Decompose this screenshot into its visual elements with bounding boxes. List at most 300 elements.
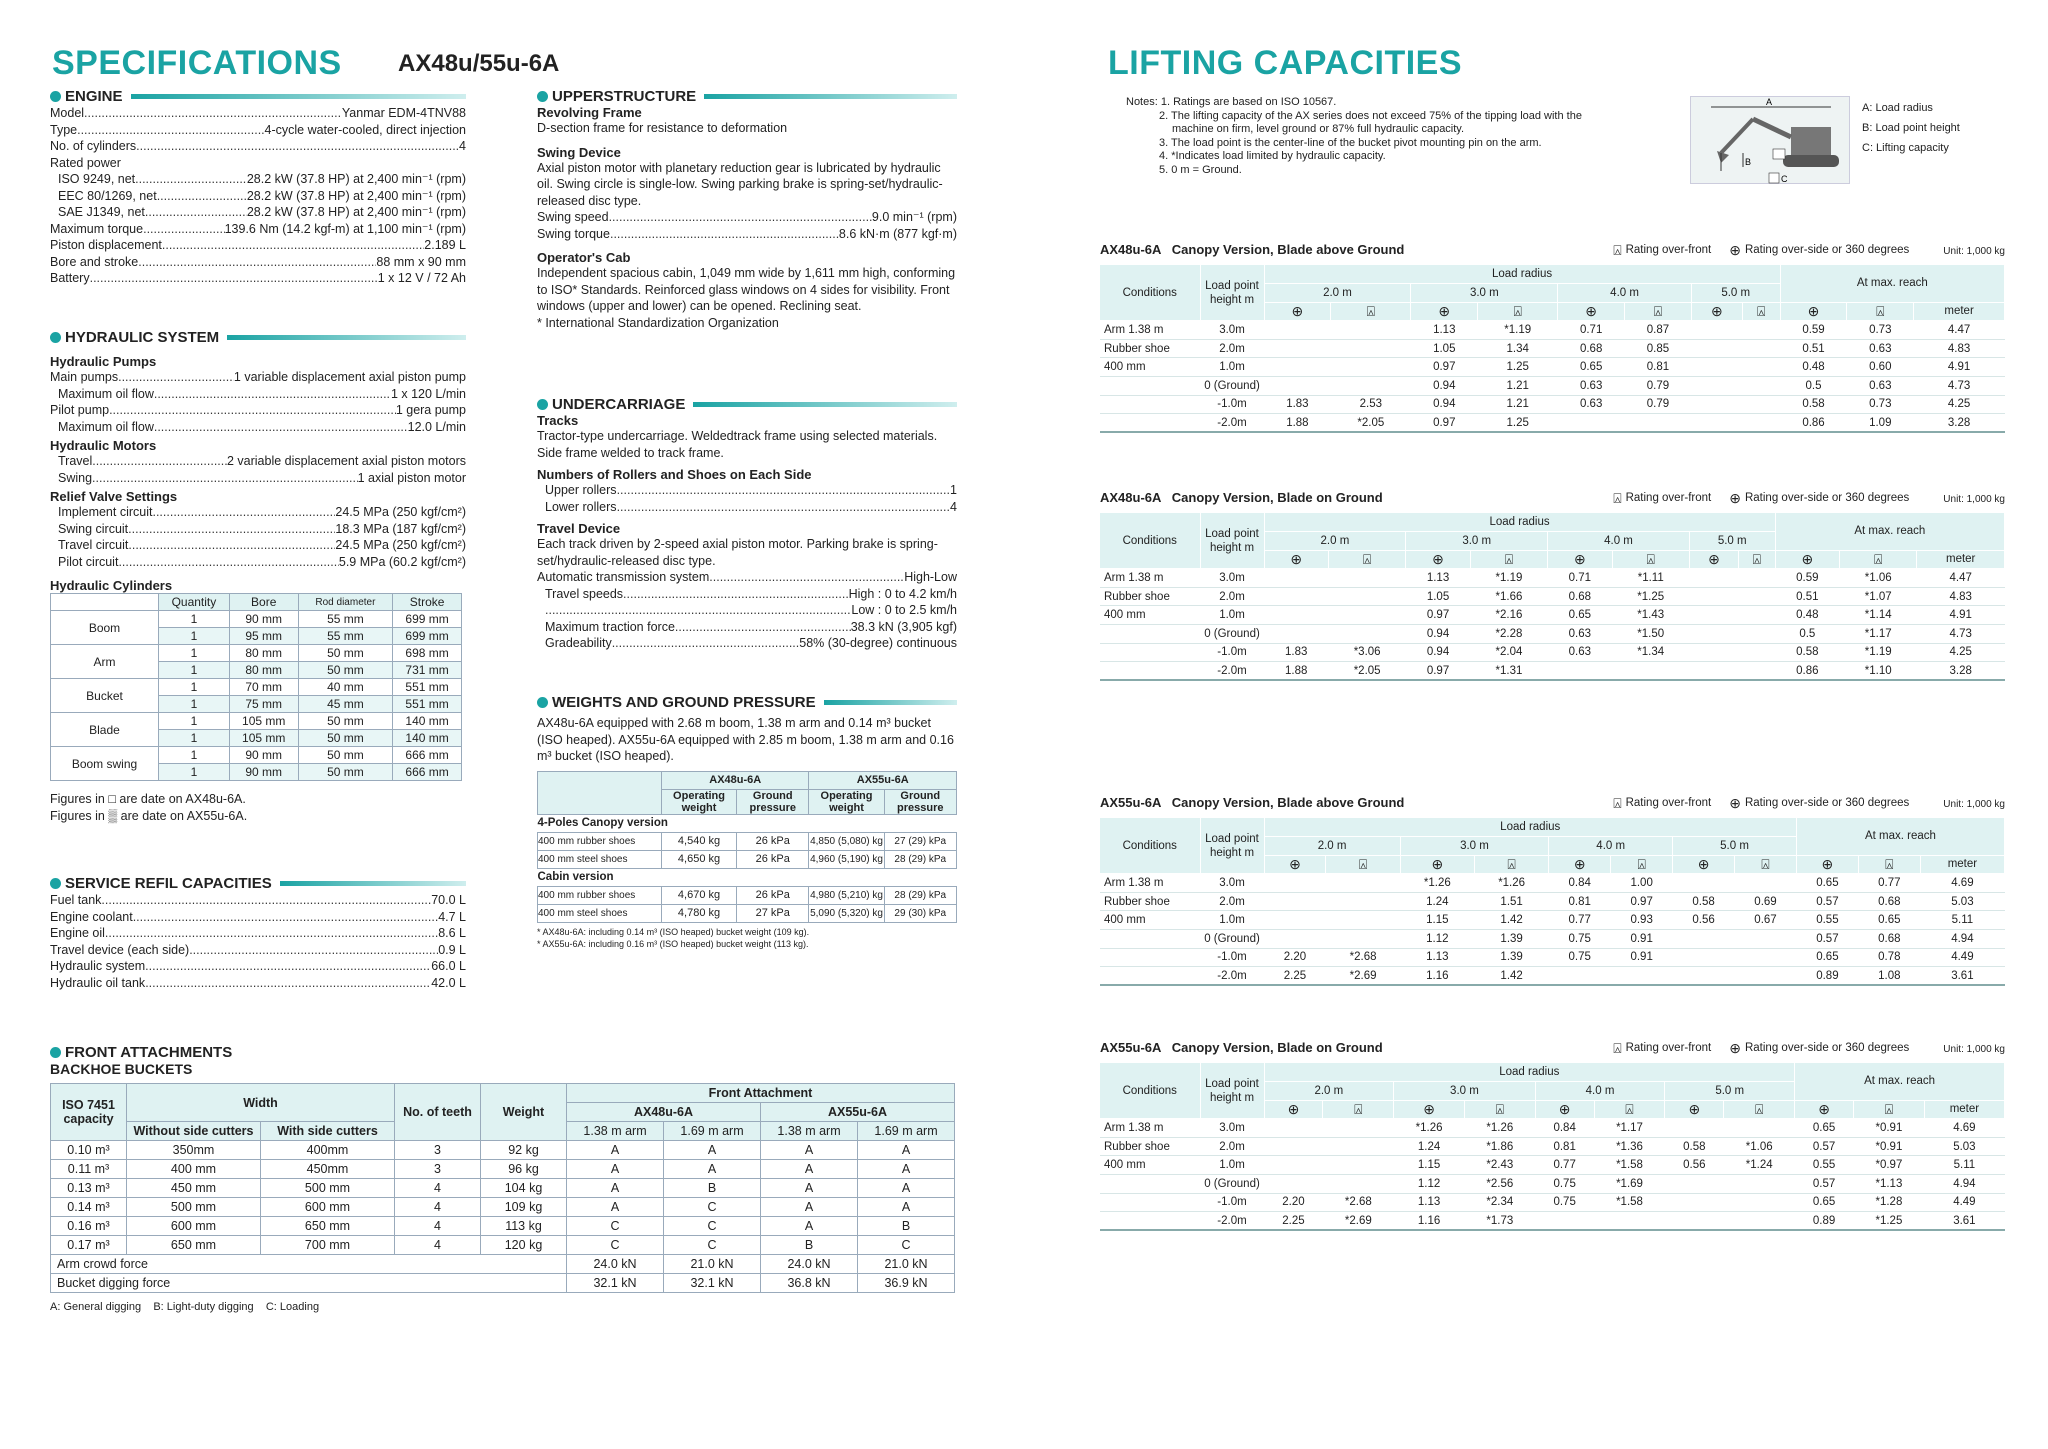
col-conditions: Conditions	[1100, 818, 1200, 874]
rating-over-front-icon: ⍓	[1613, 795, 1622, 811]
rating-over-side-icon: ⊕	[1807, 302, 1820, 319]
spec-value: High-Low	[904, 570, 957, 584]
table-cell: 0.60	[1847, 358, 1914, 377]
cylinder-name: Boom	[51, 611, 159, 645]
table-cell: 90 mm	[229, 764, 298, 781]
spec-value: 58% (30-degree) continuous	[799, 636, 957, 650]
spec-label: Engine coolant	[50, 909, 133, 924]
note-line: machine on firm, level ground or 87% full hydraulic capacity.	[1172, 123, 1465, 135]
spec-row	[50, 270, 466, 287]
col-max-reach: At max. reach	[1796, 818, 2004, 855]
table-row	[538, 832, 957, 850]
rating-over-front-icon: ⍓	[1513, 302, 1522, 319]
table-cell: 4	[395, 1179, 481, 1198]
relief-valve-list	[50, 504, 466, 570]
col-ground-pressure: Ground pressure	[884, 789, 956, 814]
spec-value: 28.2 kW (37.8 HP) at 2,400 min⁻¹ (rpm)	[246, 188, 466, 203]
spec-label: Travel device (each side)	[50, 942, 190, 957]
table-cell: *1.58	[1594, 1156, 1665, 1175]
table-cell: 3.61	[1920, 967, 2004, 986]
table-cell	[1264, 321, 1331, 340]
rating-over-front-icon: ⍓	[1884, 1100, 1894, 1117]
cylinder-name: Boom swing	[51, 747, 159, 781]
col-radius: 3.0 m	[1411, 284, 1558, 303]
table-cell: *1.24	[1724, 1156, 1795, 1175]
table-cell: 1.21	[1478, 395, 1558, 414]
spec-label: Hydraulic oil tank	[50, 975, 146, 990]
spec-value: 70.0 L	[431, 893, 466, 907]
table-cell	[1739, 587, 1775, 606]
operators-cab-text: Independent spacious cabin, 1,049 mm wide by 1,611 mm high, conforming to ISO* Standards. Reinforced glass windows on 4 sides for visibility. Front windows (upper and lower) can be opened. Reclining seat.	[537, 266, 956, 313]
table-cell: 0.58	[1775, 643, 1839, 662]
table-row	[51, 747, 462, 764]
spec-value: 28.2 kW (37.8 HP) at 2,400 min⁻¹ (rpm)	[246, 205, 466, 219]
table-cell: 0.84	[1549, 874, 1611, 893]
table-row	[51, 1141, 955, 1160]
table-cell: 50 mm	[298, 730, 393, 747]
table-cell: 4,670 kg	[662, 886, 737, 904]
undercarriage-section	[537, 396, 957, 652]
swing-device-text: Axial piston motor with planetary reduction gear is lubricated by hydraulic oil. Swing circle is single-low. Swing parking brake is spring-set/hydraulic-released disc type.	[537, 160, 943, 208]
hydraulic-section	[50, 329, 466, 824]
weights-heading: WEIGHTS AND GROUND PRESSURE	[537, 694, 957, 711]
table-cell	[1739, 643, 1775, 662]
table-cell: 21.0 kN	[858, 1255, 955, 1274]
note-ax48: Figures in □ are date on AX48u-6A.	[50, 792, 246, 806]
table-cell: 0.77	[1549, 911, 1611, 930]
col-radius: 5.0 m	[1673, 837, 1797, 856]
table-cell	[1264, 606, 1328, 625]
table-cell: 1.16	[1394, 1212, 1465, 1231]
table-cell: -1.0m	[1200, 1193, 1264, 1212]
table-cell: 4.49	[1920, 948, 2004, 967]
spec-row	[50, 221, 466, 238]
table-cell: A	[567, 1179, 664, 1198]
table-cell: 400mm	[261, 1141, 395, 1160]
table-row	[538, 886, 957, 904]
legend-side	[1729, 243, 1909, 257]
table-cell	[1331, 358, 1411, 377]
table-row	[51, 1274, 955, 1293]
table-cell: 1.13	[1406, 569, 1470, 588]
table-cell: *1.17	[1840, 625, 1917, 644]
table-cell: 400 mm rubber shoes	[538, 832, 662, 850]
spec-label: Implement circuit	[58, 505, 153, 519]
spec-value: 9.0 min⁻¹ (rpm)	[871, 210, 957, 224]
legend-front	[1613, 1041, 1711, 1055]
note-line: 5. 0 m = Ground.	[1159, 163, 1242, 176]
table-cell	[1724, 1212, 1795, 1231]
lifting-capacity-table	[1100, 513, 2005, 681]
table-cell: A	[761, 1141, 858, 1160]
rating-over-front-icon: ⍓	[1653, 302, 1663, 319]
spec-label: Gradeability	[545, 636, 612, 650]
table-row	[1100, 625, 2005, 644]
table-cell: -1.0m	[1200, 948, 1264, 967]
table-cell: *1.07	[1840, 587, 1917, 606]
table-cell: 0.73	[1847, 321, 1914, 340]
table-cell: -1.0m	[1200, 643, 1264, 662]
table-cell: C	[664, 1198, 761, 1217]
spec-label: Maximum traction force	[545, 619, 675, 634]
table-cell	[1742, 321, 1780, 340]
rating-over-side-icon: ⊕	[1697, 855, 1710, 872]
table-cell: 666 mm	[393, 747, 462, 764]
table-cell: 36.8 kN	[761, 1274, 858, 1293]
spec-row	[50, 419, 466, 436]
table-cell: 2.0m	[1200, 1137, 1264, 1156]
table-cell: 551 mm	[393, 679, 462, 696]
lifting-table-block	[1100, 1040, 2005, 1231]
legend-front	[1613, 796, 1711, 810]
table-row	[1100, 569, 2005, 588]
table-cell: 0.57	[1796, 892, 1858, 911]
table-cell: *2.69	[1326, 967, 1400, 986]
table-cell: *1.10	[1840, 662, 1917, 681]
table-cell: 0.81	[1535, 1137, 1594, 1156]
table-cell: *2.43	[1464, 1156, 1535, 1175]
rating-over-front-icon: ⍓	[1362, 550, 1372, 567]
table-cell	[1264, 569, 1328, 588]
rating-over-front-icon: ⍓	[1366, 302, 1376, 319]
table-cell	[1689, 569, 1738, 588]
table-cell: 0.69	[1735, 892, 1797, 911]
spec-value: 88 mm x 90 mm	[376, 254, 466, 269]
col-arm-138: 1.38 m arm	[761, 1122, 858, 1141]
table-cell: 140 mm	[393, 713, 462, 730]
col-fa-ax48: AX48u-6A	[567, 1103, 761, 1122]
table-cell: 1.15	[1394, 1156, 1465, 1175]
lifting-table-header	[1100, 795, 2005, 810]
table-cell: 1.13	[1400, 948, 1474, 967]
unit-label: Unit: 1,000 kg	[1943, 494, 2005, 505]
rating-over-front-icon: ⍓	[1876, 302, 1885, 319]
weights-footnote-2: * AX55u-6A: including 0.16 m³ (ISO heaped) bucket weight (113 kg).	[537, 938, 809, 949]
col-radius: 2.0 m	[1264, 837, 1400, 856]
col-stroke: Stroke	[393, 594, 462, 611]
table-cell: 1.51	[1474, 892, 1548, 911]
lifting-table-block	[1100, 795, 2005, 986]
spec-value: 28.2 kW (37.8 HP) at 2,400 min⁻¹ (rpm)	[246, 172, 466, 186]
rating-over-front-icon: ⍓	[1646, 550, 1655, 567]
table-cell	[1742, 358, 1780, 377]
table-cell: *1.25	[1854, 1212, 1925, 1231]
table-cell: 0.13 m³	[51, 1179, 127, 1198]
col-radius: 3.0 m	[1406, 532, 1548, 551]
category-label: 4-Poles Canopy version	[538, 814, 957, 832]
table-cell: *1.26	[1464, 1119, 1535, 1138]
rating-over-front-icon: ⍓	[1613, 242, 1622, 258]
table-cell	[1548, 662, 1612, 681]
table-cell: B	[858, 1217, 955, 1236]
table-cell: 1.42	[1474, 911, 1548, 930]
table-row	[1100, 911, 2005, 930]
table-cell	[1264, 1175, 1323, 1194]
table-cell: 1.24	[1400, 892, 1474, 911]
rollers-heading: Numbers of Rollers and Shoes on Each Side	[537, 467, 812, 482]
col-ax55: AX55u-6A	[809, 771, 957, 789]
hydraulic-pumps-heading: Hydraulic Pumps	[50, 354, 157, 369]
note-line: 3. The load point is the center-line of the bucket pivot mounting pin on the arm.	[1159, 136, 1542, 149]
tracks-text: Tractor-type undercarriage. Weldedtrack frame using selected materials. Side frame welded to track frame.	[537, 429, 938, 460]
table-cell: 4,980 (5,210) kg	[809, 886, 884, 904]
rating-over-side-icon: ⊕	[1289, 855, 1301, 872]
note-line: 2. The lifting capacity of the AX series does not exceed 75% of the tipping load with the	[1159, 109, 1582, 122]
table-cell: *1.14	[1840, 606, 1917, 625]
table-row	[1100, 1212, 2005, 1231]
service-capacity-list	[50, 892, 466, 991]
table-cell: 0.58	[1780, 395, 1847, 414]
spec-value: 24.5 MPa (250 kgf/cm²)	[335, 538, 466, 552]
table-cell: A	[761, 1179, 858, 1198]
spec-label: Automatic transmission system	[537, 570, 710, 584]
diagram-legend	[1862, 98, 2032, 158]
table-cell	[1612, 662, 1689, 681]
bullet-icon	[537, 399, 548, 410]
table-cell: 4	[395, 1236, 481, 1255]
table-row	[51, 1217, 955, 1236]
table-cell: 0.89	[1796, 967, 1858, 986]
table-cell: 1.13	[1394, 1193, 1465, 1212]
spec-label: Swing speed	[537, 210, 609, 224]
cylinder-name: Blade	[51, 713, 159, 747]
col-radius: 3.0 m	[1394, 1082, 1535, 1101]
spec-label: Pilot circuit	[58, 554, 119, 569]
table-cell: 1	[159, 713, 230, 730]
table-cell: 0.91	[1611, 930, 1673, 949]
table-cell: *2.69	[1323, 1212, 1394, 1231]
rating-over-side-icon: ⊕	[1729, 490, 1741, 506]
table-cell	[1535, 1212, 1594, 1231]
spec-row	[50, 909, 466, 926]
col-radius: 4.0 m	[1549, 837, 1673, 856]
table-cell: 4.91	[1914, 358, 2005, 377]
col-bore: Bore	[229, 594, 298, 611]
table-cell	[1558, 414, 1625, 433]
table-cell: 0.87	[1625, 321, 1692, 340]
spec-label: Upper rollers	[545, 483, 617, 497]
col-radius: 5.0 m	[1665, 1082, 1795, 1101]
table-cell: 109 kg	[481, 1198, 567, 1217]
table-cell: 40 mm	[298, 679, 393, 696]
table-cell: 0.77	[1535, 1156, 1594, 1175]
table-row	[538, 904, 957, 922]
table-cell: A	[567, 1160, 664, 1179]
col-meter: meter	[1914, 302, 2005, 321]
rollers-list	[537, 482, 957, 515]
table-cell: 0.86	[1780, 414, 1847, 433]
table-cell: 4.69	[1920, 874, 2004, 893]
table-row	[1100, 606, 2005, 625]
table-cell: 2.0m	[1200, 587, 1264, 606]
table-cell: 0.97	[1406, 606, 1470, 625]
table-cell: 0.75	[1535, 1175, 1594, 1194]
table-cell: 4.73	[1917, 625, 2005, 644]
table-cell: *1.36	[1594, 1137, 1665, 1156]
rating-over-side-icon: ⊕	[1688, 1100, 1701, 1117]
table-cell: 120 kg	[481, 1236, 567, 1255]
weights-footnote-1: * AX48u-6A: including 0.14 m³ (ISO heaped) bucket weight (109 kg).	[537, 926, 810, 937]
bullet-icon	[537, 91, 548, 102]
table-cell: C	[567, 1236, 664, 1255]
table-cell	[1264, 625, 1328, 644]
rating-over-side-icon: ⊕	[1291, 302, 1304, 319]
table-row	[1100, 930, 2005, 949]
table-row	[1100, 395, 2005, 414]
bullet-icon	[537, 697, 548, 708]
table-cell: -2.0m	[1200, 414, 1264, 433]
table-cell: 1	[159, 730, 230, 747]
rating-over-side-icon: ⊕	[1431, 855, 1444, 872]
table-cell: *1.13	[1854, 1175, 1925, 1194]
table-cell: 3.0m	[1200, 874, 1264, 893]
note-line: 4. *Indicates load limited by hydraulic capacity.	[1159, 150, 1386, 162]
spec-label: Swing	[58, 470, 93, 485]
table-cell: *1.86	[1464, 1137, 1535, 1156]
table-cell: 1	[159, 611, 230, 628]
table-cell: 70 mm	[229, 679, 298, 696]
col-rod-diameter: Rod diameter	[298, 594, 393, 611]
table-cell: 21.0 kN	[664, 1255, 761, 1274]
spec-value: 0.9 L	[438, 942, 466, 957]
spec-row	[50, 237, 466, 254]
table-cell	[1739, 569, 1775, 588]
spec-row	[50, 453, 466, 470]
col-radius: 2.0 m	[1264, 1082, 1394, 1101]
table-row	[51, 1236, 955, 1255]
table-cell: *2.34	[1464, 1193, 1535, 1212]
table-cell	[1665, 1119, 1724, 1138]
table-cell: 0.89	[1795, 1212, 1854, 1231]
table-cell: 36.9 kN	[858, 1274, 955, 1293]
spec-row	[50, 504, 466, 521]
hydraulic-cylinders-table	[50, 593, 462, 781]
bullet-icon	[50, 332, 61, 343]
spec-value: Low : 0 to 2.5 km/h	[851, 603, 957, 617]
table-cell	[1328, 569, 1405, 588]
table-cell	[1264, 911, 1326, 930]
table-cell: 1.39	[1474, 948, 1548, 967]
spec-value: 12.0 L/min	[407, 419, 466, 434]
spec-row	[50, 958, 466, 975]
table-cell: 24.0 kN	[567, 1255, 664, 1274]
spec-label: SAE J1349, net	[58, 205, 145, 219]
spec-label: Type	[50, 122, 78, 137]
table-cell	[1326, 874, 1400, 893]
table-row	[1100, 1175, 2005, 1194]
lifting-table-block	[1100, 490, 2005, 681]
table-cell: 1	[159, 747, 230, 764]
table-cell: 1.12	[1400, 930, 1474, 949]
legend-front-label: Rating over-front	[1625, 244, 1712, 256]
table-cell	[1328, 606, 1405, 625]
rating-over-side-icon: ⊕	[1729, 1040, 1741, 1056]
table-cell	[1673, 948, 1735, 967]
table-cell: -1.0m	[1200, 395, 1264, 414]
table-cell: 0.58	[1673, 892, 1735, 911]
table-cell: 27 kPa	[737, 904, 809, 922]
spec-row	[50, 402, 466, 419]
table-cell: 600 mm	[261, 1198, 395, 1217]
table-cell: 4,960 (5,190) kg	[809, 850, 884, 868]
undercarriage-heading: UNDERCARRIAGE	[537, 396, 957, 413]
table-cell: 0.55	[1795, 1156, 1854, 1175]
table-cell: 0.75	[1535, 1193, 1594, 1212]
col-front-attachment: Front Attachment	[567, 1084, 955, 1103]
spec-label: Fuel tank	[50, 893, 102, 907]
table-cell: 0.94	[1406, 643, 1470, 662]
spec-label: Rated power	[50, 155, 121, 170]
table-cell: 0.94	[1411, 395, 1478, 414]
table-cell: 4.83	[1914, 339, 2005, 358]
spec-value: 24.5 MPa (250 kgf/cm²)	[335, 505, 466, 519]
table-cell: 1	[159, 662, 230, 679]
service-section	[50, 875, 466, 991]
table-cell	[1724, 1175, 1795, 1194]
table-cell	[1691, 377, 1742, 396]
table-cell: C	[858, 1236, 955, 1255]
legend-side	[1729, 796, 1909, 810]
table-cell: 5.11	[1920, 911, 2004, 930]
table-cell: A	[858, 1198, 955, 1217]
col-arm-169: 1.69 m arm	[664, 1122, 761, 1141]
table-row	[1100, 339, 2005, 358]
table-cell: 700 mm	[261, 1236, 395, 1255]
table-cell: 1	[159, 645, 230, 662]
legend-side-label: Rating over-side or 360 degrees	[1744, 797, 1910, 809]
table-cell: 650 mm	[127, 1236, 261, 1255]
table-cell: 1.39	[1474, 930, 1548, 949]
table-cell: 4.73	[1914, 377, 2005, 396]
hydraulic-pumps-list	[50, 369, 466, 435]
spec-value: 1	[950, 483, 957, 497]
spec-row	[537, 569, 957, 586]
rating-over-front-icon: ⍓	[1613, 490, 1622, 506]
table-cell: B	[664, 1179, 761, 1198]
table-cell: *1.43	[1612, 606, 1689, 625]
col-with-cutters: With side cutters	[261, 1122, 395, 1141]
spec-label: Lower rollers	[545, 499, 617, 514]
table-cell	[1735, 874, 1797, 893]
spec-label: Model	[50, 106, 85, 120]
table-cell: 2.53	[1331, 395, 1411, 414]
table-cell	[1689, 643, 1738, 662]
rating-over-side-icon: ⊕	[1729, 795, 1741, 811]
spec-label: Swing torque	[537, 226, 610, 241]
condition-cell: Rubber shoe	[1100, 1137, 1200, 1156]
col-operating-weight: Operating weight	[662, 789, 737, 814]
spec-value: 5.9 MPa (60.2 kgf/cm²)	[338, 554, 466, 569]
table-cell	[1691, 339, 1742, 358]
legend-front	[1613, 243, 1711, 257]
spec-row	[50, 188, 466, 205]
table-cell: 0.81	[1625, 358, 1692, 377]
backhoe-buckets-heading: BACKHOE BUCKETS	[50, 1061, 193, 1077]
lifting-notes	[1126, 96, 1646, 177]
col-radius: 4.0 m	[1548, 532, 1690, 551]
table-cell	[1739, 662, 1775, 681]
col-radius: 5.0 m	[1691, 284, 1780, 303]
table-cell	[1264, 892, 1326, 911]
table-cell: 1.24	[1394, 1137, 1465, 1156]
table-cell: 400 mm steel shoes	[538, 904, 662, 922]
spec-label: Maximum oil flow	[58, 386, 154, 401]
col-load-radius: Load radius	[1264, 513, 1775, 532]
engine-spec-list	[50, 105, 466, 287]
spec-label: Maximum oil flow	[58, 419, 154, 434]
table-row	[1100, 414, 2005, 433]
category-label: Cabin version	[538, 868, 957, 886]
